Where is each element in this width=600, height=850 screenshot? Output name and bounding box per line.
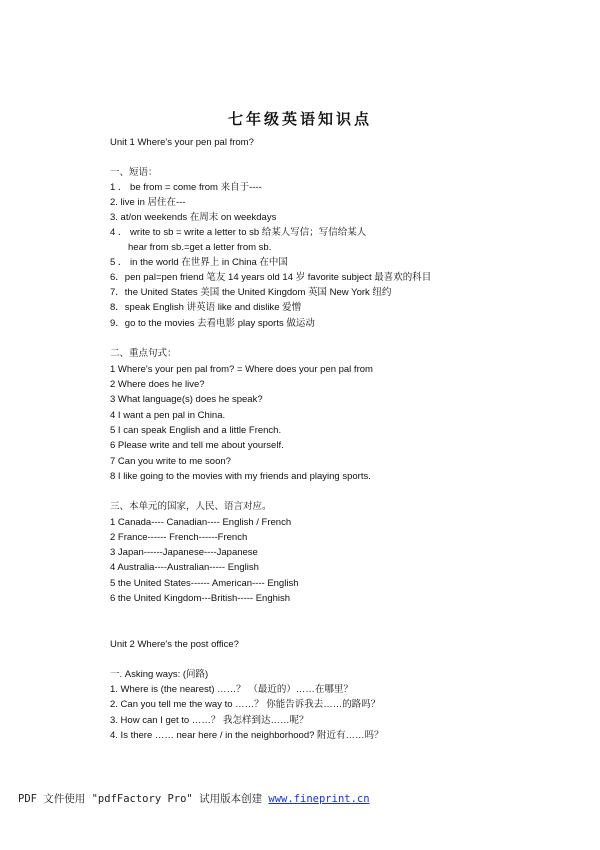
unit1-section2-title: 二、重点句式： — [110, 348, 177, 359]
footer-text: PDF 文件使用 "pdfFactory Pro" 试用版本创建 — [18, 793, 269, 805]
country-item: 1 Canada---- Canadian---- English / French — [110, 517, 292, 528]
sentence-item: 2 Where does he live? — [110, 379, 205, 390]
sentence-item: 3 What language(s) does he speak? — [110, 394, 263, 405]
phrase-item: 3. at/on weekends 在周末 on weekdays — [110, 212, 277, 223]
unit1-section3-title: 三、本单元的国家，人民、语言对应。 — [110, 501, 272, 512]
unit2-heading: Unit 2 Where's the post office? — [110, 639, 239, 650]
country-item: 5 the United States------ American---- English — [110, 578, 299, 589]
phrase-item: 9．go to the movies 去看电影 play sports 做运动 — [110, 318, 315, 329]
way-item: 1. Where is (the nearest) ……？ （最近的）……在哪里？ — [110, 684, 353, 695]
phrase-item: 1 ． be from = come from 来自于---- — [110, 182, 262, 193]
phrase-item: 8．speak English 讲英语 like and dislike 爱憎 — [110, 302, 302, 313]
country-item: 4 Australia----Australian----- English — [110, 562, 259, 573]
sentence-item: 6 Please write and tell me about yourself. — [110, 440, 284, 451]
way-item: 3. How can I get to ……？ 我怎样到达……呢？ — [110, 715, 309, 726]
country-item: 3 Japan------Japanese----Japanese — [110, 547, 258, 558]
country-item: 2 France------ French------French — [110, 532, 248, 543]
unit1-section1-title: 一、短语： — [110, 167, 158, 178]
sentence-item: 5 I can speak English and a little French. — [110, 425, 282, 436]
way-item: 4. Is there …… near here / in the neighborhood? 附近有……吗？ — [110, 730, 384, 741]
sentence-item: 4 I want a pen pal in China. — [110, 410, 226, 421]
phrase-item: hear from sb.=get a letter from sb. — [128, 242, 272, 253]
phrase-item: 5 ． in the world 在世界上 in China 在中国 — [110, 257, 288, 268]
footer-link[interactable]: www.fineprint.cn — [268, 793, 370, 805]
page-title: 七年级英语知识点 — [227, 110, 372, 128]
country-item: 6 the United Kingdom---British----- Enghish — [110, 593, 291, 604]
sentence-item: 7 Can you write to me soon? — [110, 456, 231, 467]
phrase-item: 6．pen pal=pen friend 笔友 14 years old 14 岁 favorite subject 最喜欢的科目 — [110, 272, 432, 283]
unit2-section1-title: 一. Asking ways: (问路) — [110, 669, 209, 680]
sentence-item: 8 I like going to the movies with my friends and playing sports. — [110, 471, 371, 482]
sentence-item: 1 Where's your pen pal from? = Where does your pen pal from — [110, 364, 373, 375]
unit1-heading: Unit 1 Where's your pen pal from? — [110, 137, 254, 148]
phrase-item: 4 ． write to sb = write a letter to sb 给某人写信；写信给某人 — [110, 227, 367, 238]
phrase-item: 7．the United States 美国 the United Kingdom 英国 New York 纽约 — [110, 287, 392, 298]
pdf-footer — [18, 791, 370, 806]
phrase-item: 2. live in 居住在--- — [110, 197, 186, 208]
way-item: 2. Can you tell me the way to ……？ 你能告诉我去……的路吗？ — [110, 699, 381, 710]
